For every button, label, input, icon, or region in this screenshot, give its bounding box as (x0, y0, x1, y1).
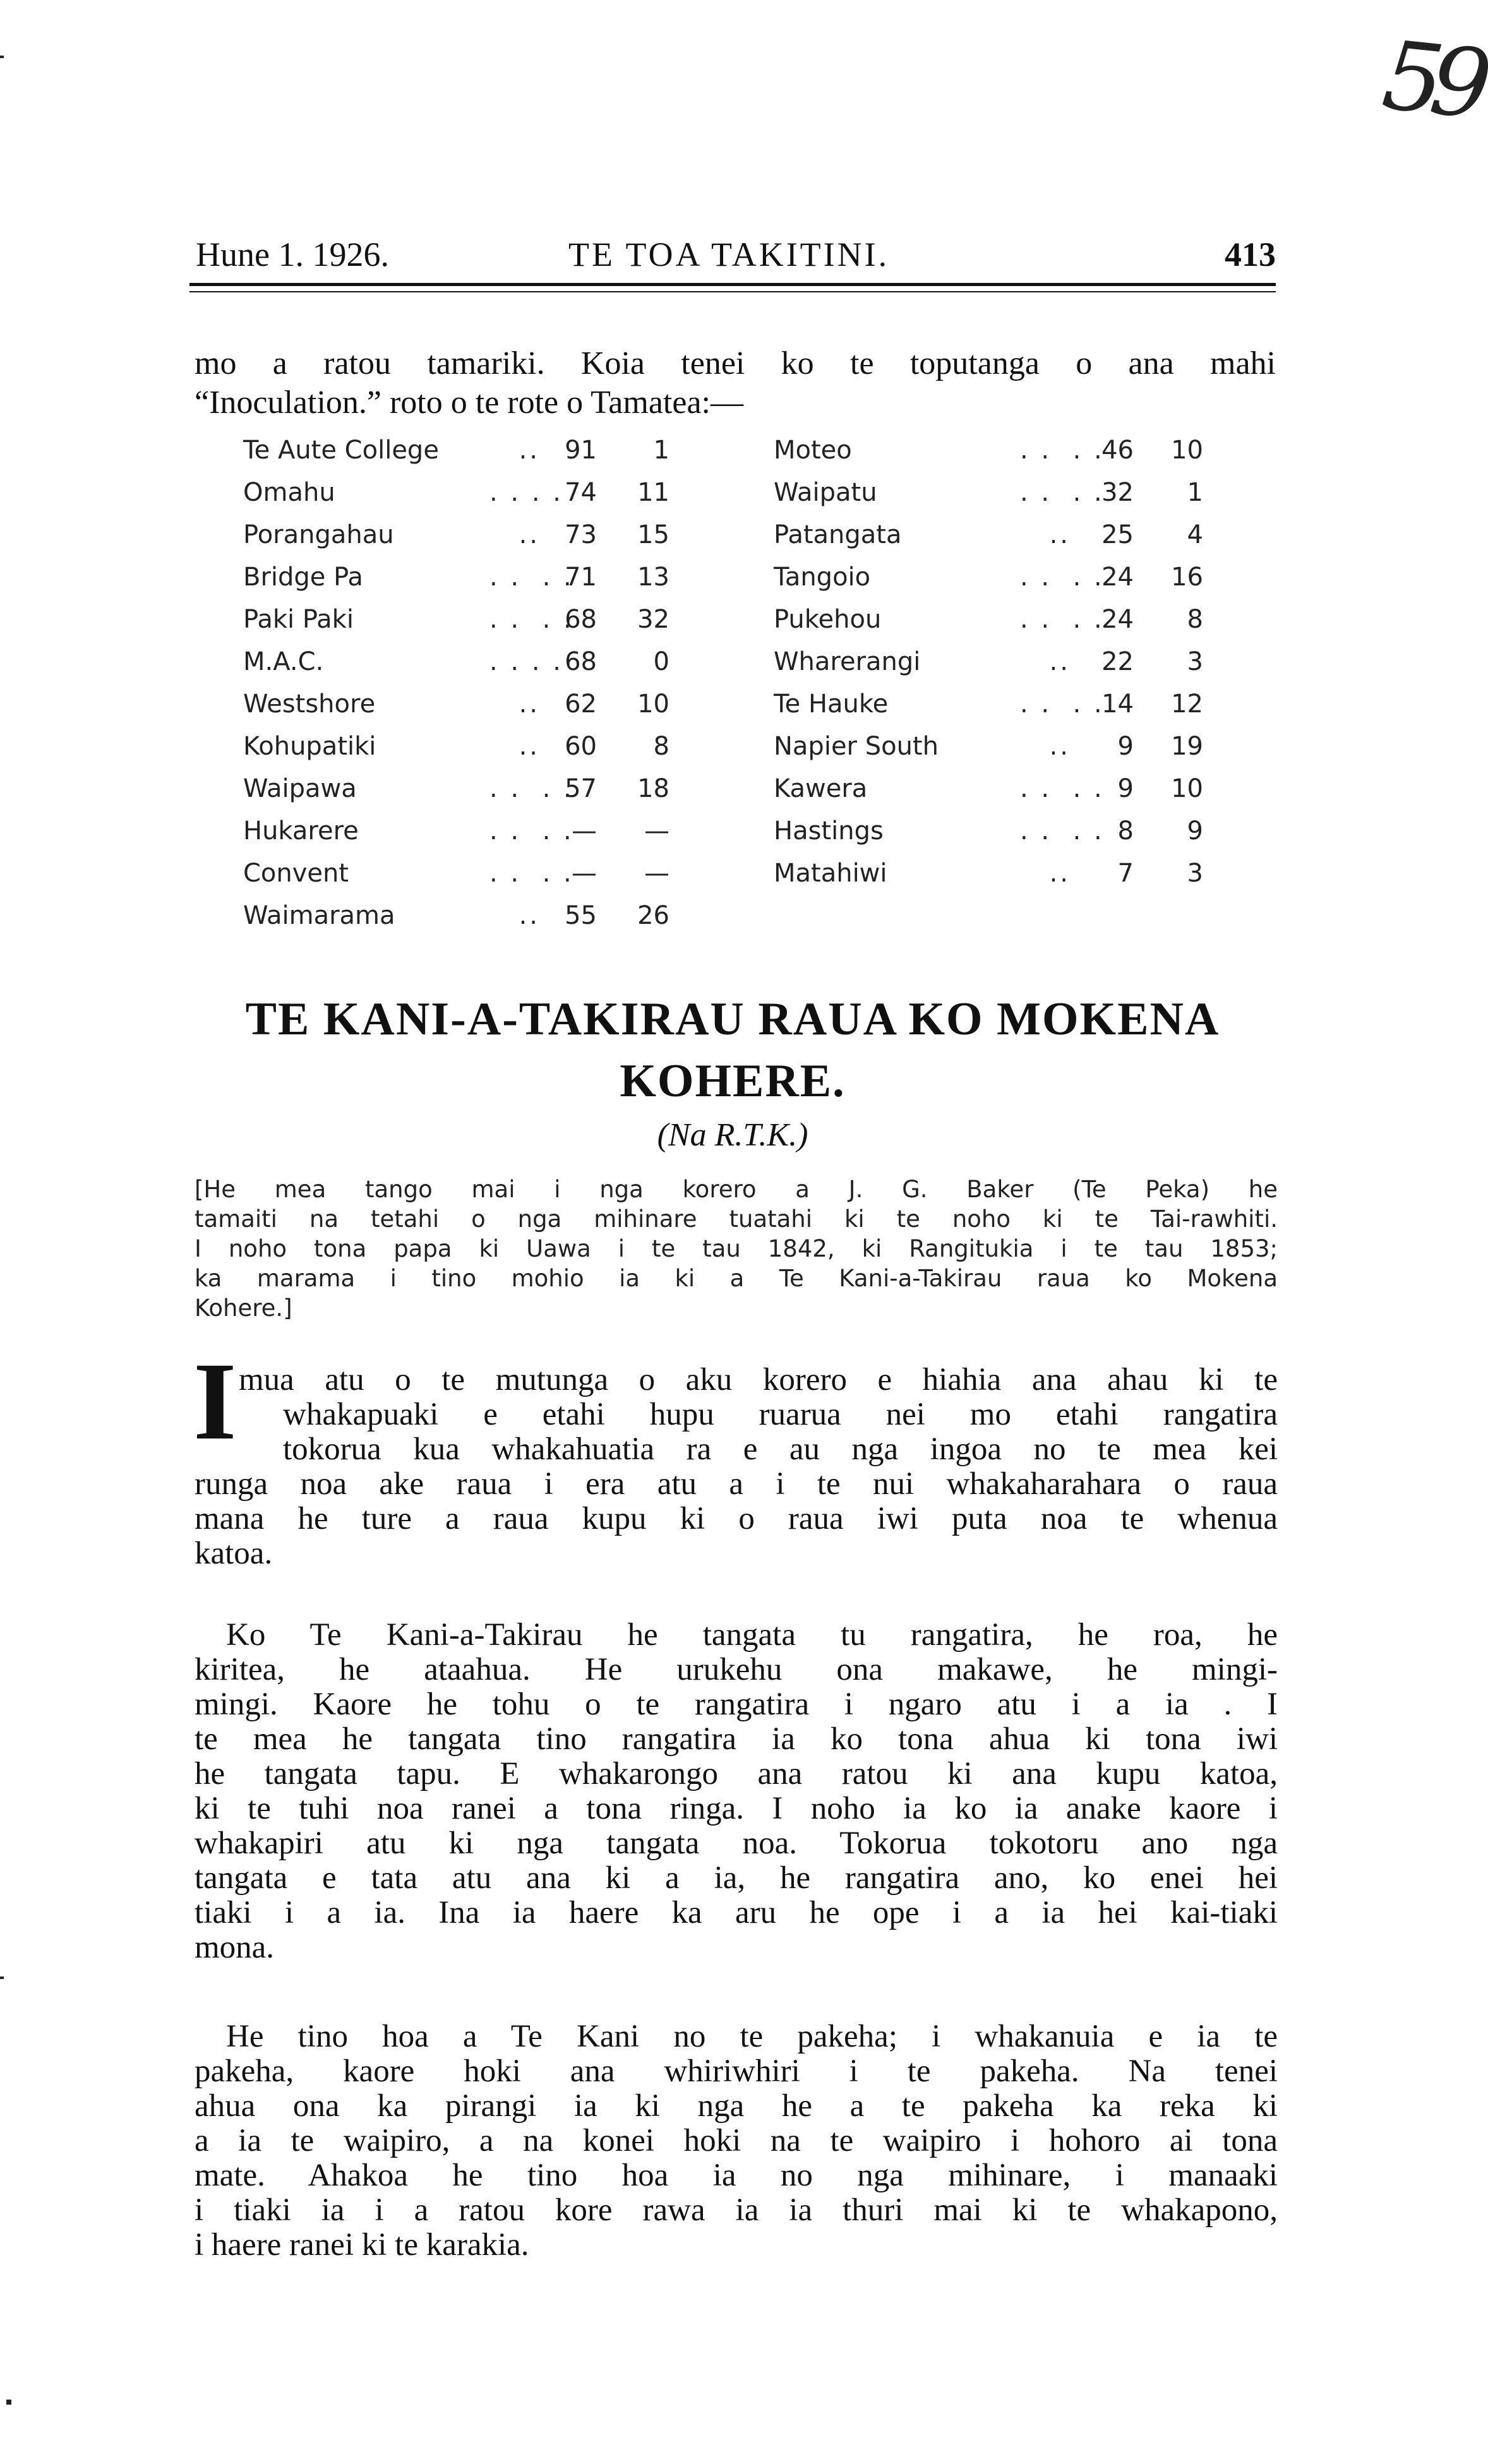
count-first: 7 (1117, 859, 1134, 888)
count-second: — (644, 859, 669, 888)
count-second: 11 (637, 478, 669, 507)
count-first: — (572, 859, 597, 888)
text-line: mona. (195, 1930, 275, 1965)
leader-dots: . . . . (489, 478, 564, 507)
text-line: mingi. Kaore he tohu o te rangatira i ngaro atu i a ia . I (195, 1687, 1278, 1722)
count-second: 13 (637, 563, 669, 592)
stats-row (774, 520, 1232, 563)
header-rule-thin (189, 291, 1276, 292)
leader-dots: . . . . (1020, 690, 1105, 719)
text-line: mana he ture a raua kupu ki o raua iwi puta noa te whenua (195, 1501, 1278, 1536)
count-first: 8 (1117, 816, 1134, 846)
school-name: Pukehou (774, 605, 882, 634)
count-first: 55 (565, 901, 597, 930)
article-title (189, 988, 1276, 1112)
text-line: whakapuaki e etahi hupu ruarua nei mo etahi rangatira (283, 1397, 1278, 1432)
count-first: 71 (565, 563, 597, 592)
stats-row (774, 478, 1232, 520)
leader-dots: . . . . (1020, 816, 1105, 846)
school-name: Napier South (774, 732, 939, 761)
byline: (Na R.T.K.) (657, 1117, 808, 1153)
stats-row (243, 690, 698, 732)
text-line: te mea he tangata tino rangatira ia ko tona ahua ki tona iwi (195, 1721, 1278, 1757)
text-line: tokorua kua whakahuatia ra e au nga ingoa no te mea kei (283, 1432, 1278, 1467)
count-second: 4 (1187, 520, 1203, 549)
school-name: Te Hauke (774, 690, 889, 719)
count-first: 91 (565, 436, 597, 465)
stats-row (243, 816, 698, 859)
stats-row (774, 690, 1232, 732)
paragraph-1 (195, 1363, 1278, 1571)
school-name: Convent (243, 859, 349, 888)
note-line: ka marama i tino mohio ia ki a Te Kani-a-Takirau raua ko Mokena (195, 1265, 1278, 1292)
school-name: Paki Paki (243, 605, 354, 634)
stats-row (243, 859, 698, 901)
journal-title: TE TOA TAKITINI. (568, 236, 890, 273)
leader-dots: . . . . (489, 774, 574, 803)
count-first: 68 (565, 647, 597, 676)
note-line: Kohere.] (195, 1295, 292, 1322)
stats-table-right (774, 436, 1232, 901)
text-line: He tino hoa a Te Kani no te pakeha; i whakanuia e ia te (226, 2019, 1278, 2054)
count-first: 9 (1117, 774, 1134, 803)
school-name: Hastings (774, 816, 884, 846)
count-second: 16 (1171, 563, 1203, 592)
school-name: Tangoio (774, 563, 871, 592)
school-name: Kawera (774, 774, 868, 803)
editor-note (195, 1175, 1278, 1323)
title-line: TE KANI-A-TAKIRAU RAUA KO MOKENA (245, 993, 1220, 1045)
text-line: kiritea, he ataahua. He urukehu ona makawe, he mingi- (195, 1652, 1278, 1687)
stats-row (243, 520, 698, 563)
text-line: ki te tuhi noa ranei a tona ringa. I noho ia ko ia anake kaore i (195, 1791, 1278, 1826)
stats-row (774, 563, 1232, 605)
text-line: pakeha, kaore hoki ana whiriwhiri i te pakeha. Na tenei (195, 2054, 1278, 2089)
text-line: “Inoculation.” roto o te rote o Tamatea:— (195, 385, 743, 421)
leader-dots: . . . . (1020, 563, 1105, 592)
count-first: 32 (1101, 478, 1134, 507)
leader-dots: . . . . (489, 859, 574, 888)
text-line: katoa. (195, 1536, 273, 1571)
count-second: 10 (1171, 436, 1203, 465)
school-name: M.A.C. (243, 647, 324, 676)
handwritten-page-mark: 59 (1377, 20, 1484, 140)
header-rule (189, 283, 1276, 286)
count-first: 9 (1117, 732, 1134, 761)
stats-row (774, 647, 1232, 690)
margin-tick (0, 56, 4, 58)
intro-paragraph (195, 344, 1276, 422)
paragraph-2 (195, 1618, 1278, 1965)
stats-row (774, 816, 1232, 859)
count-first: 14 (1101, 690, 1134, 719)
count-second: 8 (653, 732, 669, 761)
stats-row (243, 732, 698, 774)
leader-dots: . . . . (1020, 478, 1105, 507)
issue-date: Hune 1. 1926. (196, 236, 389, 273)
stats-row (243, 774, 698, 816)
text-line: ahua ona ka pirangi ia ki nga he a te pakeha ka reka ki (195, 2088, 1278, 2124)
count-first: 57 (565, 774, 597, 803)
leader-dots: .. (519, 436, 540, 465)
leader-dots: .. (519, 901, 540, 930)
stats-table-left (243, 436, 698, 943)
leader-dots: . . . . (489, 816, 574, 846)
page-number: 413 (1225, 236, 1276, 273)
stats-row (774, 859, 1232, 901)
leader-dots: .. (519, 690, 540, 719)
school-name: Te Aute College (243, 436, 439, 465)
count-first: 74 (565, 478, 597, 507)
count-second: 0 (653, 647, 669, 676)
stats-row (774, 732, 1232, 774)
count-second: 3 (1187, 859, 1203, 888)
text-line: whakapiri atu ki nga tangata noa. Tokorua tokotoru ano nga (195, 1826, 1278, 1861)
count-first: 46 (1101, 436, 1134, 465)
count-second: — (644, 816, 669, 846)
count-first: 24 (1101, 563, 1134, 592)
leader-dots: . . . . (489, 563, 574, 592)
school-name: Waipawa (243, 774, 357, 803)
drop-cap: I (193, 1340, 237, 1463)
stats-row (243, 478, 698, 520)
note-line: I noho tona papa ki Uawa i te tau 1842, ki Rangitukia i te tau 1853; (195, 1235, 1278, 1262)
stats-row (243, 901, 698, 943)
stats-row (774, 436, 1232, 478)
count-second: 1 (653, 436, 669, 465)
school-name: Westshore (243, 690, 376, 719)
stats-row (243, 605, 698, 647)
count-first: 60 (565, 732, 597, 761)
text-line: a ia te waipiro, a na konei hoki na te waipiro i hohoro ai tona (195, 2123, 1278, 2158)
stats-row (774, 774, 1232, 816)
count-first: 25 (1101, 520, 1134, 549)
leader-dots: . . . . (1020, 774, 1105, 803)
leader-dots: .. (519, 732, 540, 761)
school-name: Patangata (774, 520, 902, 549)
stats-row (774, 605, 1232, 647)
title-line: KOHERE. (620, 1055, 846, 1107)
text-line: runga noa ake raua i era atu a i te nui whakaharahara o raua (195, 1466, 1278, 1502)
leader-dots: . . . . (489, 647, 564, 676)
text-line: tiaki i a ia. Ina ia haere ka aru he ope i a ia hei kai-tiaki (195, 1895, 1278, 1930)
count-second: 18 (637, 774, 669, 803)
count-second: 1 (1187, 478, 1203, 507)
school-name: Omahu (243, 478, 335, 507)
school-name: Kohupatiki (243, 732, 376, 761)
leader-dots: .. (1049, 732, 1071, 761)
running-header (196, 235, 1276, 279)
count-second: 12 (1171, 690, 1203, 719)
leader-dots: .. (1049, 859, 1071, 888)
count-second: 15 (637, 520, 669, 549)
school-name: Waimarama (243, 901, 395, 930)
school-name: Moteo (774, 436, 852, 465)
leader-dots: . . . . (489, 605, 574, 634)
note-line: [He mea tango mai i nga korero a J. G. Baker (Te Peka) he (195, 1176, 1278, 1203)
school-name: Waipatu (774, 478, 877, 507)
count-first: 22 (1101, 647, 1134, 676)
note-line: tamaiti na tetahi o nga mihinare tuatahi ki te noho ki te Tai-rawhiti. (195, 1205, 1278, 1233)
school-name: Porangahau (243, 520, 394, 549)
stats-row (243, 436, 698, 478)
count-second: 19 (1171, 732, 1203, 761)
count-second: 8 (1187, 605, 1203, 634)
text-line: tangata e tata atu ana ki a ia, he rangatira ano, ko enei hei (195, 1860, 1278, 1896)
count-second: 26 (637, 901, 669, 930)
count-second: 10 (1171, 774, 1203, 803)
text-line: mua atu o te mutunga o aku korero e hiahia ana ahau ki te (239, 1362, 1278, 1397)
count-second: 32 (637, 605, 669, 634)
school-name: Hukarere (243, 816, 359, 846)
leader-dots: .. (1049, 520, 1071, 549)
count-first: 73 (565, 520, 597, 549)
count-first: 24 (1101, 605, 1134, 634)
text-line: he tangata tapu. E whakarongo ana ratou ki ana kupu katoa, (195, 1756, 1278, 1791)
count-second: 3 (1187, 647, 1203, 676)
leader-dots: .. (519, 520, 540, 549)
leader-dots: . . . . (1020, 605, 1105, 634)
school-name: Wharerangi (774, 647, 921, 676)
text-line: mate. Ahakoa he tino hoa ia no nga mihinare, i manaaki (195, 2158, 1278, 2193)
stats-row (243, 647, 698, 690)
count-second: 10 (637, 690, 669, 719)
leader-dots: . . . . (1020, 436, 1105, 465)
school-name: Bridge Pa (243, 563, 363, 592)
stats-row (243, 563, 698, 605)
margin-tick (0, 1977, 4, 1979)
text-line: Ko Te Kani-a-Takirau he tangata tu rangatira, he roa, he (226, 1617, 1278, 1653)
text-line: mo a ratou tamariki. Koia tenei ko te toputanga o ana mahi (195, 345, 1276, 381)
count-first: 62 (565, 690, 597, 719)
count-second: 9 (1187, 816, 1203, 846)
text-line: i haere ranei ki te karakia. (195, 2227, 529, 2263)
paragraph-3 (195, 2019, 1278, 2263)
count-first: — (572, 816, 597, 846)
leader-dots: .. (1049, 647, 1071, 676)
school-name: Matahiwi (774, 859, 887, 888)
text-line: i tiaki ia i a ratou kore rawa ia ia thuri mai ki te whakapono, (195, 2192, 1278, 2228)
count-first: 68 (565, 605, 597, 634)
margin-tick (6, 2400, 11, 2405)
